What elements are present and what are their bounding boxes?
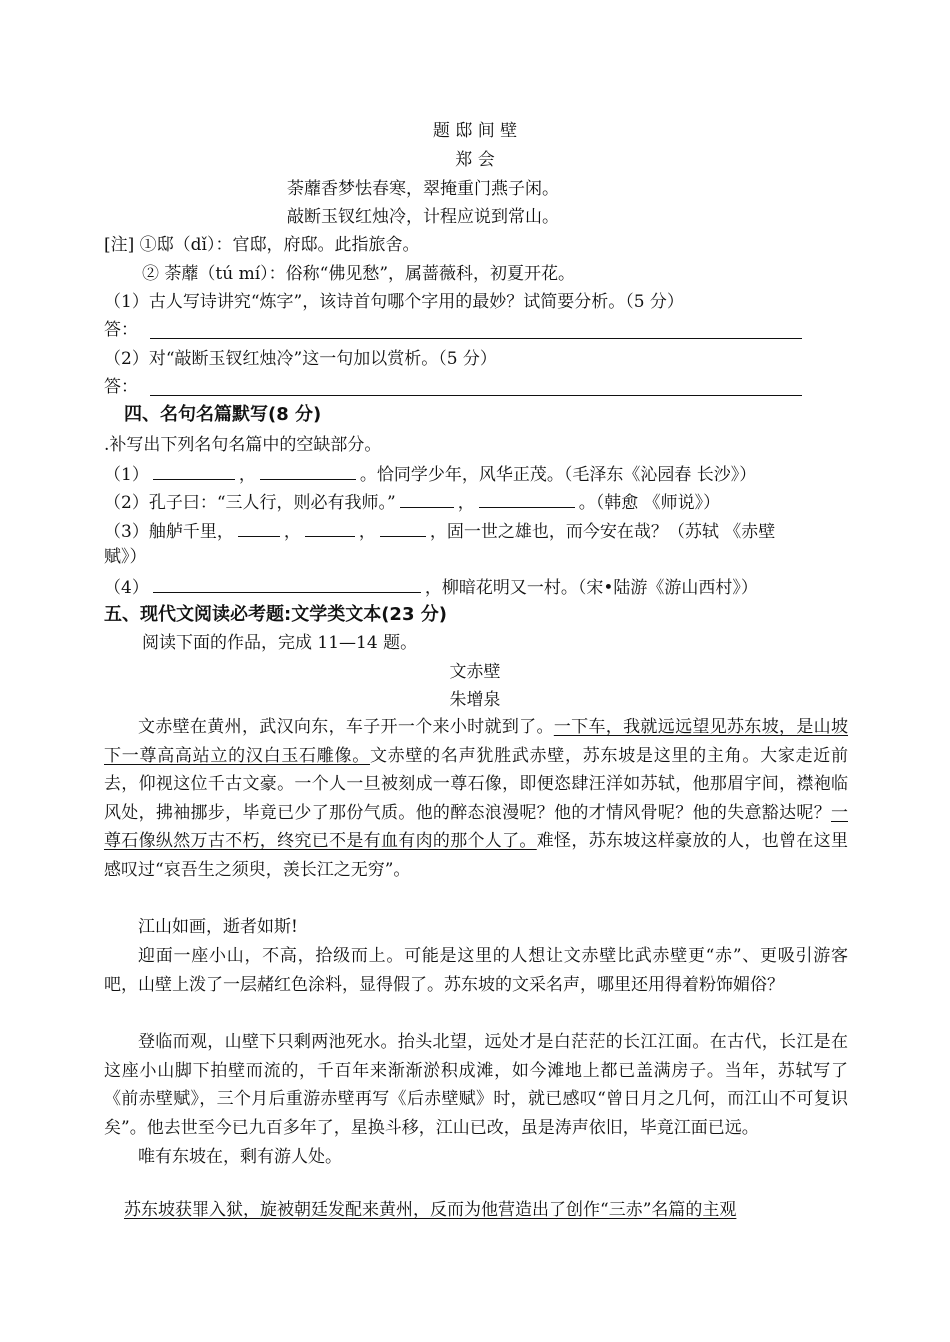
fill-blank[interactable] xyxy=(380,520,426,537)
fill-item-3 xyxy=(104,520,775,542)
separator: ， xyxy=(238,465,256,485)
article-paragraph-3: 迎面一座小山，不高，拾级而上。可能是这里的人想让文赤壁比武赤壁更“赤”、更吸引游客吧，山壁上泼了一层赭红色涂料，显得假了。苏东坡的文采名声，哪里还用得着粉饰媚俗？ xyxy=(104,946,848,995)
separator: ， xyxy=(457,493,475,513)
text-run: 文赤壁的名声犹胜武赤壁，苏东坡是这里的主角。大家走近前去，仰视这位千古文豪。一个人一旦被刻成一尊石像，即便恣肆汪洋如苏轼，他那眉宇间，襟袍临风处，拂袖挪步，毕竟已少了那份气质。他的醉态浪漫呢？他的才情风骨呢？他的失意豁达呢？ xyxy=(104,745,849,823)
article-title: 文赤壁 xyxy=(449,662,501,682)
poem-note-1: [注] ①邸（dǐ）：官邸，府邸。此指旅舍。 xyxy=(104,235,420,255)
fill-item-4 xyxy=(104,576,758,598)
article-paragraph-1 xyxy=(104,713,848,885)
section-5-heading: 五、现代文阅读必考题:文学类文本(23 分) xyxy=(104,604,447,625)
section-4-heading: 四、名句名篇默写(8 分) xyxy=(124,404,322,425)
fill-item-3-continued: 赋》） xyxy=(104,547,147,567)
poem-line-2: 敲断玉钗红烛冷，计程应说到常山。 xyxy=(287,207,559,227)
item-number: （1） xyxy=(104,465,149,485)
separator: ， xyxy=(358,522,376,542)
item-text: （2）孔子曰：“三人行，则必有我师。” xyxy=(104,493,396,513)
fill-blank[interactable] xyxy=(153,463,235,480)
poem-line-1: 荼蘼香梦怯春寒，翠掩重门燕子闲。 xyxy=(287,179,559,199)
item-text: （3）舳舻千里， xyxy=(104,522,234,542)
separator: ， xyxy=(283,522,301,542)
item-text: ，固一世之雄也，而今安在哉？（苏轼 《赤壁 xyxy=(429,522,776,542)
fill-blank[interactable] xyxy=(400,491,454,508)
section-4-intro: .补写出下列名句名篇中的空缺部分。 xyxy=(104,435,382,455)
question-1: （1）古人写诗讲究“炼字”，该诗首句哪个字用的最妙？试简要分析。（5 分） xyxy=(104,292,684,312)
poem-author: 郑 会 xyxy=(455,150,495,170)
article-paragraph-5: 唯有东坡在，剩有游人处。 xyxy=(138,1147,342,1167)
answer-label-2: 答： xyxy=(104,377,138,397)
underlined-sentence: 一尊石像纵然万古不朽，终究已不是有血有肉的那个人了。 xyxy=(104,802,848,852)
article-paragraph-6: 苏东坡获罪入狱，旋被朝廷发配来黄州，反而为他营造出了创作“三赤”名篇的主观 xyxy=(124,1200,737,1220)
item-number: （4） xyxy=(104,578,149,598)
fill-blank[interactable] xyxy=(479,491,575,508)
fill-blank[interactable] xyxy=(238,520,280,537)
item-text: 。（韩愈 《师说》） xyxy=(578,493,721,513)
article-author: 朱增泉 xyxy=(449,690,501,710)
answer-line-1[interactable] xyxy=(150,338,802,339)
answer-line-2[interactable] xyxy=(150,395,802,396)
section-5-intro: 阅读下面的作品，完成 11—14 题。 xyxy=(142,633,418,653)
fill-blank[interactable] xyxy=(260,463,356,480)
text-run: 难怪，苏东坡这样豪放的人，也曾在这里感叹过“哀吾生之须臾，羡长江之无穷”。 xyxy=(104,831,849,880)
item-text: 。恰同学少年，风华正茂。（毛泽东《沁园春 长沙》） xyxy=(359,465,757,485)
fill-item-1 xyxy=(104,463,756,485)
fill-blank[interactable] xyxy=(305,520,355,537)
text-run: 文赤壁在黄州，武汉向东，车子开一个来小时就到了。 xyxy=(138,717,554,737)
fill-item-2 xyxy=(104,491,720,513)
underlined-sentence: 一下车，我就远远望见苏东坡，是山坡下一尊高高站立的汉白玉石雕像。 xyxy=(104,717,849,766)
poem-note-2: ② 荼蘼（tú mí）：俗称“佛见愁”，属蔷薇科，初夏开花。 xyxy=(142,264,576,284)
answer-label-1: 答： xyxy=(104,320,138,340)
poem-title: 题 邸 间 壁 xyxy=(432,121,518,141)
question-2: （2）对“敲断玉钗红烛冷”这一句加以赏析。（5 分） xyxy=(104,349,497,369)
article-paragraph-4: 登临而观，山壁下只剩两池死水。抬头北望，远处才是白茫茫的长江江面。在古代，长江是在这座小山脚下拍壁而流的，千百年来渐渐淤积成滩，如今滩地上都已盖满房子。当年，苏轼写了《前赤壁赋》，三个月后重游赤壁再写《后赤壁赋》时，就已感叹“曾日月之几何，而江山不可复识矣”。他去世至今已九百多年了，星换斗移，江山已改，虽是涛声依旧，毕竟江面已远。 xyxy=(104,1032,848,1138)
fill-blank[interactable] xyxy=(153,576,421,593)
article-paragraph-2: 江山如画，逝者如斯! xyxy=(138,917,298,937)
item-text: ，柳暗花明又一村。（宋•陆游《游山西村》） xyxy=(424,578,758,598)
